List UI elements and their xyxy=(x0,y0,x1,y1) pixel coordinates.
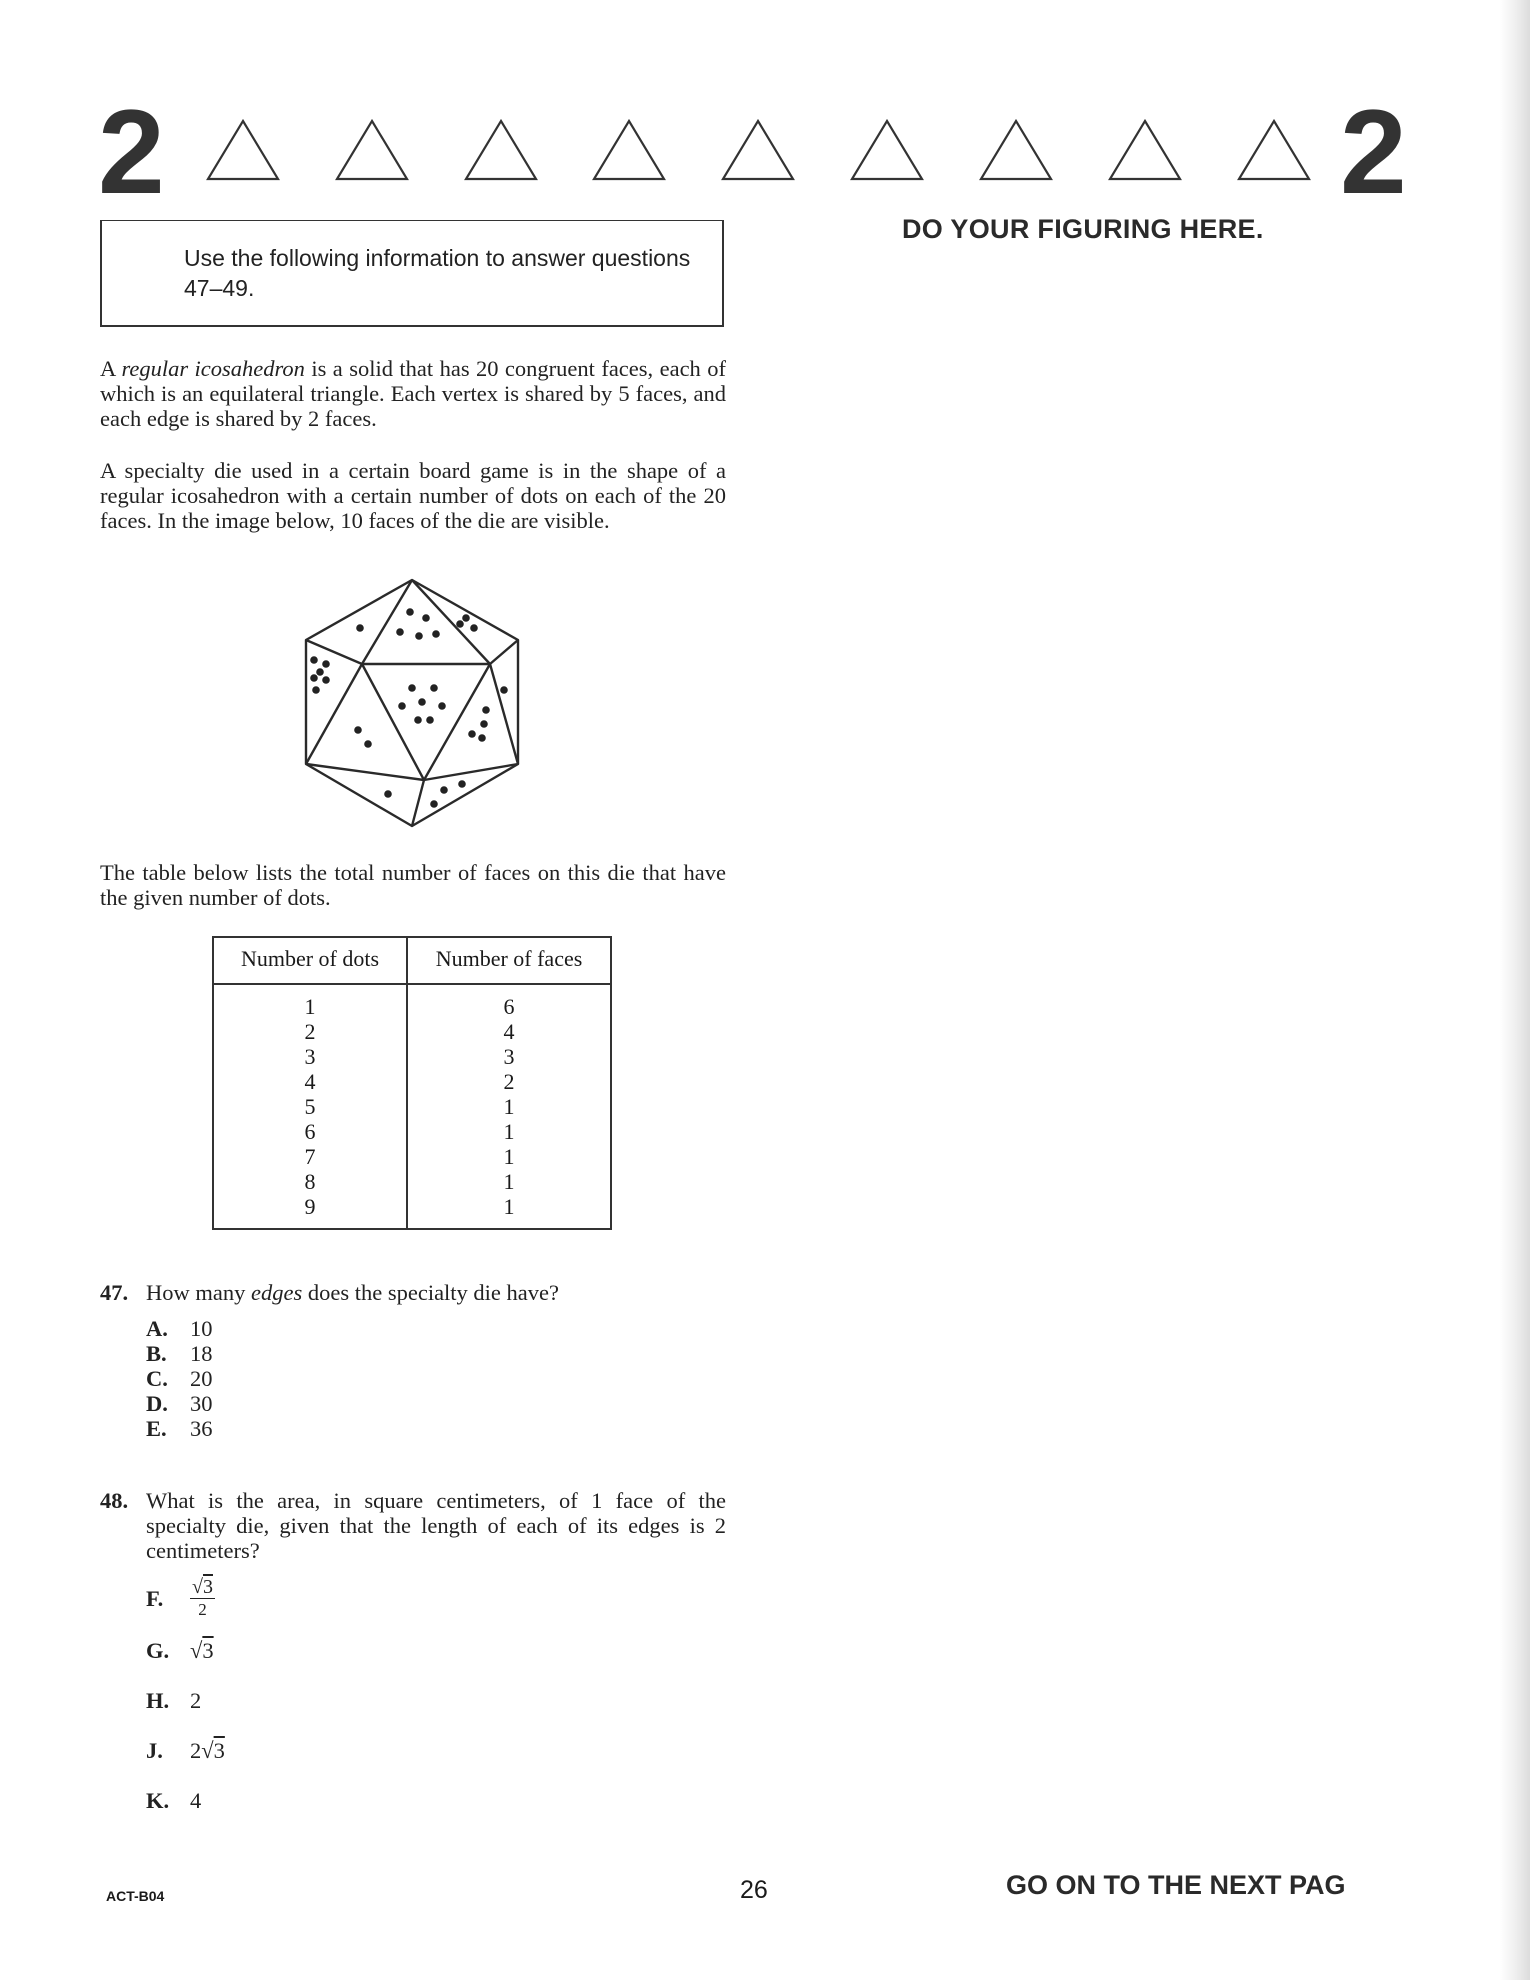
option-letter: D. xyxy=(146,1391,168,1416)
answer-option-h[interactable] xyxy=(146,1688,201,1713)
option-letter: J. xyxy=(146,1738,163,1763)
question-number: 48. xyxy=(100,1488,129,1513)
table-cell-dots: 1 xyxy=(304,994,316,1019)
question-47 xyxy=(100,1280,726,1310)
radicand: 3 xyxy=(202,1638,214,1663)
passage-paragraph-2: A specialty die used in a certain board game is in the shape of a regular icosahedron with a certain number of dots on each of the 20 faces. In the image below, 10 faces of the die are visible. xyxy=(100,458,726,533)
table-header-faces: Number of faces xyxy=(435,946,583,971)
option-letter: G. xyxy=(146,1638,170,1663)
table-cell-dots: 7 xyxy=(304,1144,316,1169)
triangle-icon xyxy=(720,118,796,182)
info-box xyxy=(100,220,724,327)
stem-emphasis: edges xyxy=(251,1280,303,1305)
passage-lead: A xyxy=(100,356,122,381)
option-letter: F. xyxy=(146,1586,164,1611)
info-box-text: Use the following information to answer questions 47–49. xyxy=(184,245,691,301)
triangle-icon xyxy=(978,118,1054,182)
sqrt-symbol: √3 xyxy=(201,1738,225,1763)
triangle-icon xyxy=(591,118,667,182)
triangle-icon xyxy=(463,118,539,182)
die-center-face xyxy=(362,664,490,780)
option-value: 20 xyxy=(190,1366,213,1391)
table-cell-faces: 1 xyxy=(503,1169,515,1194)
answer-option-d[interactable] xyxy=(146,1391,213,1416)
question-number: 47. xyxy=(100,1280,129,1305)
option-value: 18 xyxy=(190,1341,213,1366)
radicand: 3 xyxy=(213,1738,225,1763)
sqrt-symbol: √3 xyxy=(192,1576,213,1598)
section-number-right: 2 xyxy=(1340,85,1407,219)
answer-option-e[interactable] xyxy=(146,1416,213,1441)
passage-body: is a solid that has 20 congruent faces, each of which is an equilateral triangle. Each vertex is shared by 5 faces, and each edge is shared by 2 faces. xyxy=(100,356,726,431)
triangle-icon xyxy=(849,118,925,182)
table-column-dots xyxy=(214,994,406,1219)
page-number: 26 xyxy=(740,1876,768,1904)
table-cell-dots: 8 xyxy=(304,1169,316,1194)
option-letter: B. xyxy=(146,1341,167,1366)
fraction-denominator: 2 xyxy=(198,1600,207,1619)
section-number-left: 2 xyxy=(98,85,165,219)
page-edge-shadow xyxy=(1500,0,1530,1980)
answer-option-c[interactable] xyxy=(146,1366,213,1391)
die-outline xyxy=(306,580,518,826)
option-letter: E. xyxy=(146,1416,167,1441)
go-on-next-page-label: GO ON TO THE NEXT PAG xyxy=(1006,1870,1346,1900)
triangle-icon xyxy=(1236,118,1312,182)
table-cell-faces: 1 xyxy=(503,1194,515,1219)
icosahedron-die-figure xyxy=(302,576,526,832)
table-cell-faces: 1 xyxy=(503,1094,515,1119)
table-cell-faces: 1 xyxy=(503,1144,515,1169)
table-cell-dots: 4 xyxy=(304,1069,316,1094)
option-value: 2 xyxy=(190,1688,202,1713)
answer-option-j[interactable] xyxy=(146,1738,225,1763)
dots-faces-table xyxy=(212,936,612,1230)
question-stem: What is the area, in square centimeters, of 1 face of the specialty die, given that the length of each of its edges is 2 centimeters? xyxy=(146,1488,726,1563)
table-cell-faces: 4 xyxy=(503,1019,515,1044)
table-cell-faces: 1 xyxy=(503,1119,515,1144)
form-code: ACT-B04 xyxy=(106,1888,165,1904)
figuring-area-label: DO YOUR FIGURING HERE. xyxy=(902,214,1264,244)
passage-paragraph-1 xyxy=(100,356,726,431)
triangle-icon xyxy=(205,118,281,182)
table-header-dots: Number of dots xyxy=(240,946,380,971)
question-stem xyxy=(146,1280,726,1305)
table-cell-faces: 6 xyxy=(503,994,515,1019)
table-cell-dots: 9 xyxy=(304,1194,316,1219)
table-cell-dots: 6 xyxy=(304,1119,316,1144)
option-letter: C. xyxy=(146,1366,168,1391)
table-cell-dots: 3 xyxy=(304,1044,316,1069)
triangle-icon xyxy=(334,118,410,182)
passage-paragraph-3: The table below lists the total number of faces on this die that have the given number of dots. xyxy=(100,860,726,910)
radicand: 3 xyxy=(202,1576,213,1598)
answer-option-k[interactable] xyxy=(146,1788,201,1813)
option-letter: K. xyxy=(146,1788,170,1813)
table-column-faces xyxy=(408,994,610,1219)
option-letter: A. xyxy=(146,1316,168,1341)
answer-option-a[interactable] xyxy=(146,1316,213,1341)
table-cell-faces: 2 xyxy=(503,1069,515,1094)
sqrt-symbol: √3 xyxy=(190,1638,214,1663)
option-value: 4 xyxy=(190,1788,202,1813)
option-value: 10 xyxy=(190,1316,213,1341)
option-value: 36 xyxy=(190,1416,213,1441)
option-coefficient: 2 xyxy=(190,1738,202,1763)
table-cell-dots: 2 xyxy=(304,1019,316,1044)
table-header-divider xyxy=(214,983,610,985)
answer-option-b[interactable] xyxy=(146,1341,213,1366)
term-regular-icosahedron: regular icosahedron xyxy=(121,356,305,381)
table-cell-dots: 5 xyxy=(304,1094,316,1119)
question-48 xyxy=(100,1488,726,1568)
table-cell-faces: 3 xyxy=(503,1044,515,1069)
answer-option-g[interactable] xyxy=(146,1638,214,1663)
option-fraction xyxy=(190,1576,215,1621)
stem-part: does the specialty die have? xyxy=(302,1280,560,1305)
answer-option-f[interactable] xyxy=(146,1576,215,1621)
triangle-icon xyxy=(1107,118,1183,182)
option-letter: H. xyxy=(146,1688,170,1713)
option-value: 30 xyxy=(190,1391,213,1416)
stem-part: How many xyxy=(146,1280,251,1305)
